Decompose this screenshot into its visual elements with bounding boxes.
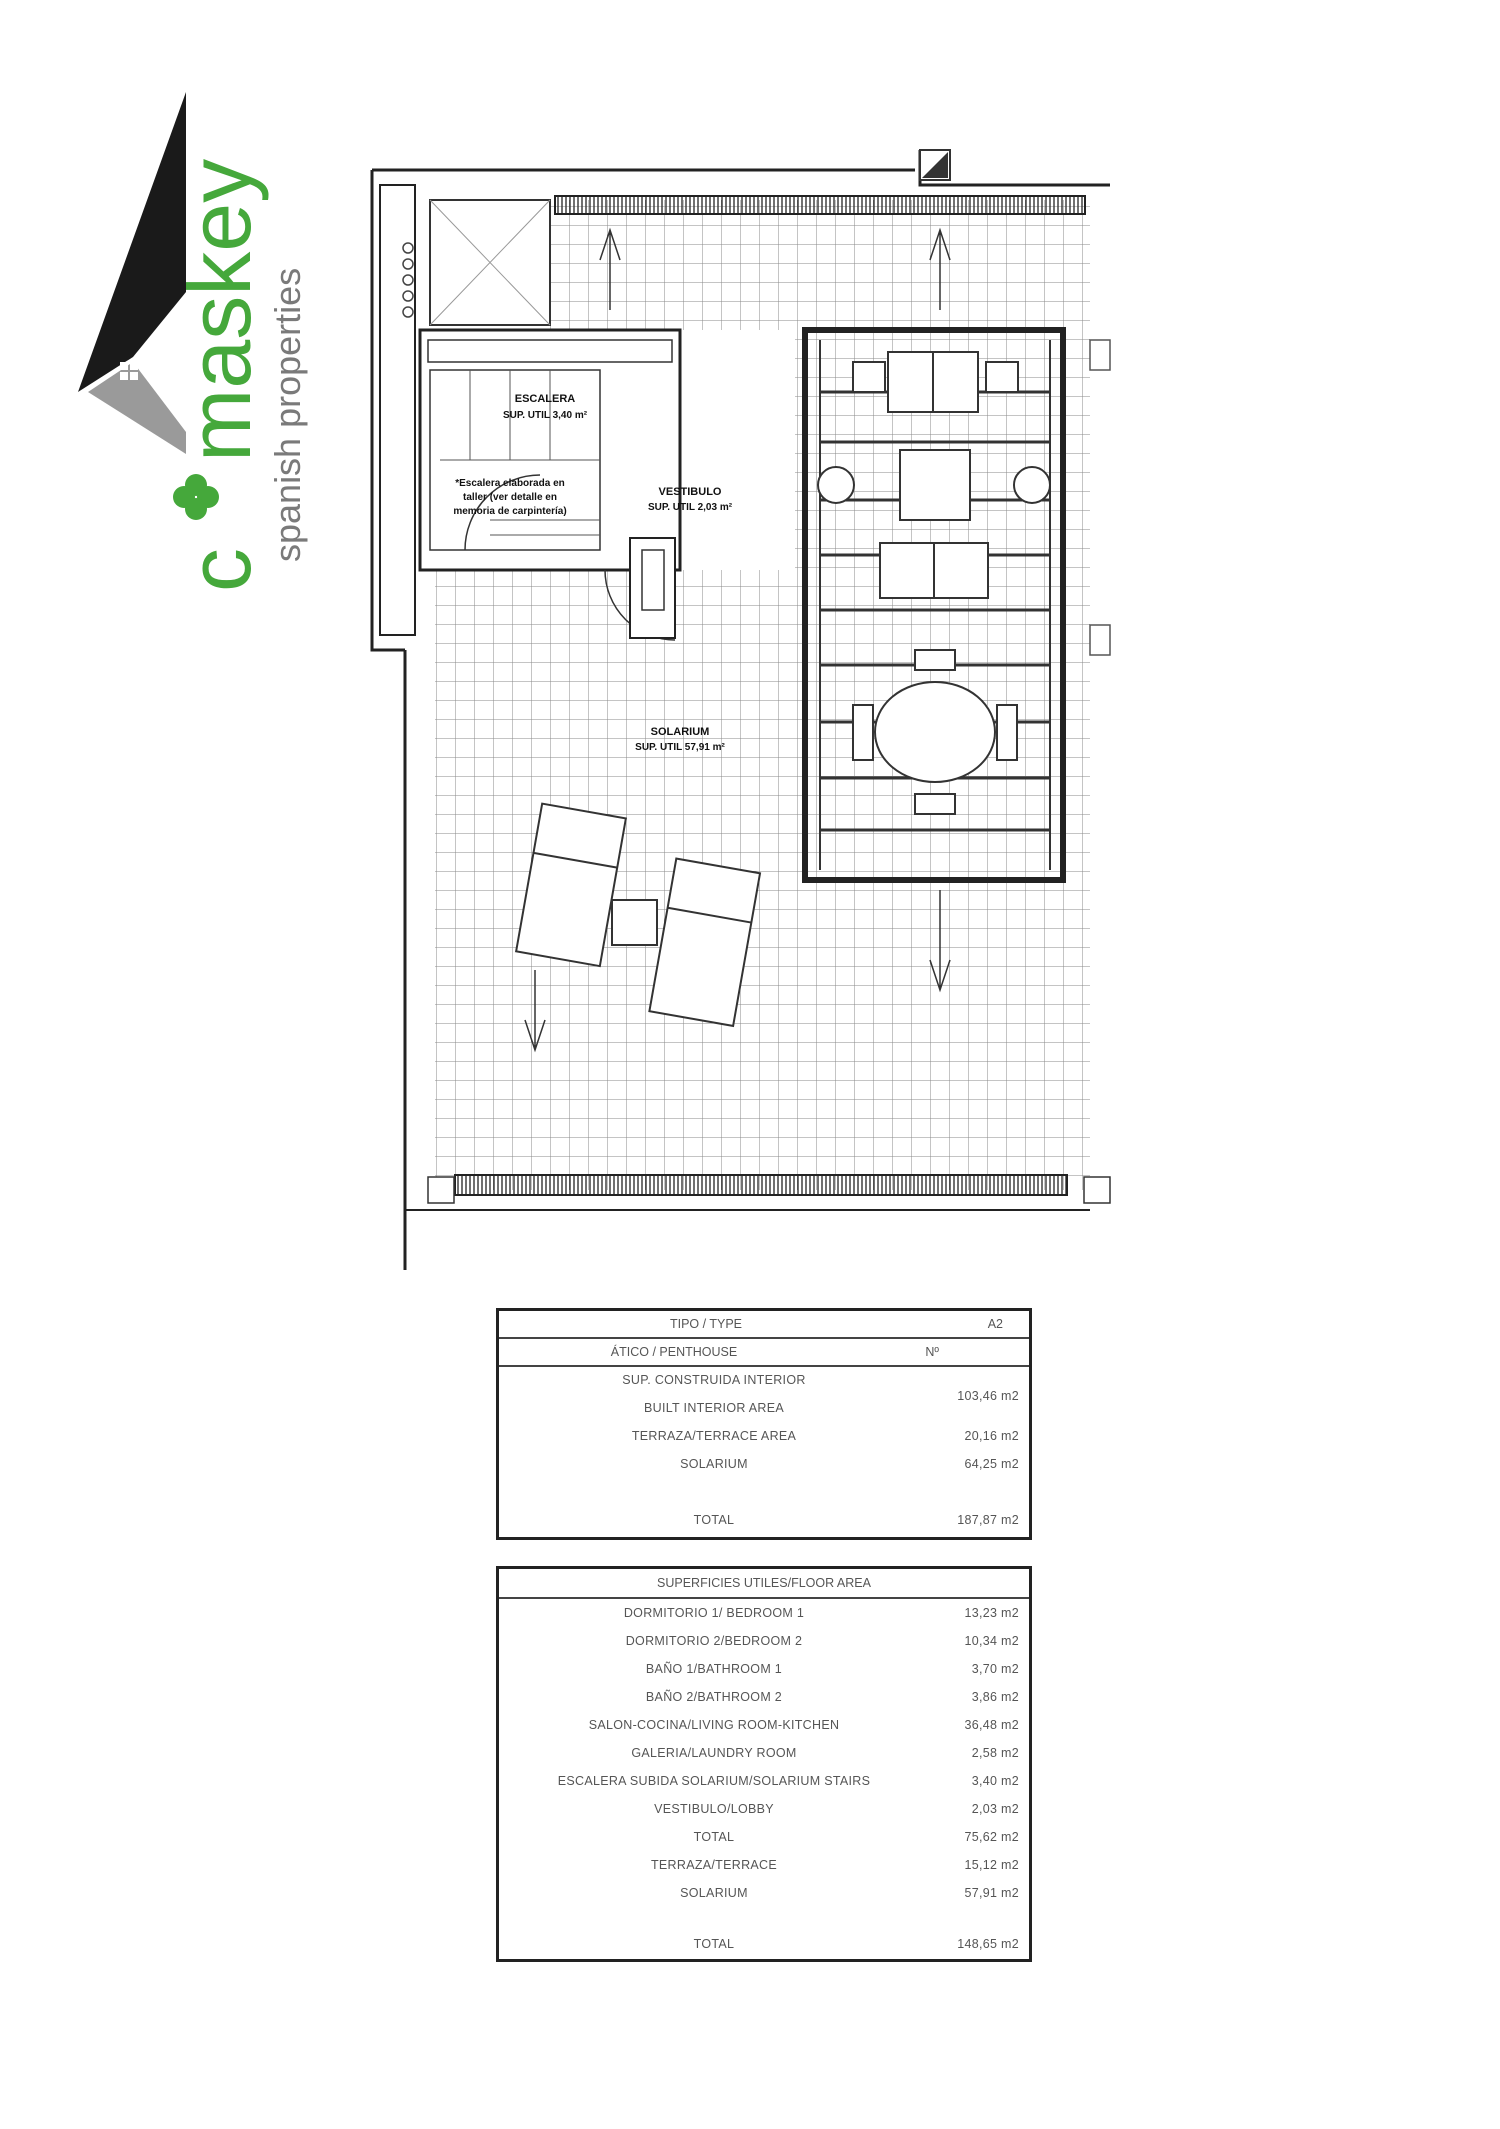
row-value: 57,91 m2 — [964, 1886, 1019, 1900]
top-balustrade — [555, 196, 1085, 214]
row-value: 15,12 m2 — [964, 1858, 1019, 1872]
floor-area-header: SUPERFICIES UTILES/FLOOR AREA — [499, 1569, 1029, 1599]
table-row — [499, 1627, 1029, 1655]
table-row — [499, 1851, 1029, 1879]
atico-label: ÁTICO / PENTHOUSE — [610, 1345, 738, 1359]
floor-area-table — [496, 1566, 1032, 1962]
clover-icon — [173, 474, 219, 520]
table-row — [499, 1795, 1029, 1823]
table-row — [499, 1767, 1029, 1795]
row-label: TOTAL — [693, 1830, 735, 1844]
table-row — [499, 1655, 1029, 1683]
row-value: 2,03 m2 — [971, 1802, 1019, 1816]
row-value: 3,70 m2 — [971, 1662, 1019, 1676]
company-logo — [78, 92, 308, 612]
row-label: BAÑO 2/BATHROOM 2 — [645, 1690, 783, 1704]
table-row — [499, 1879, 1029, 1907]
row-value: 10,34 m2 — [964, 1634, 1019, 1648]
table-total-row: TOTAL 148,65 m2 — [693, 1937, 1019, 1951]
solarium-title: SOLARIUM — [650, 726, 710, 738]
type-row — [499, 1311, 1029, 1339]
row-value: 75,62 m2 — [964, 1830, 1019, 1844]
row-value: 3,40 m2 — [971, 1774, 1019, 1788]
row-value: 36,48 m2 — [964, 1718, 1019, 1732]
brand-c: c — [170, 548, 269, 592]
escalera-title: ESCALERA — [514, 393, 576, 405]
vestibulo-title: VESTIBULO — [658, 486, 722, 498]
floor-area-rows — [499, 1599, 1029, 1907]
row-label: TERRAZA/TERRACE — [650, 1858, 778, 1872]
row-label: DORMITORIO 2/BEDROOM 2 — [625, 1634, 803, 1648]
table-row — [499, 1683, 1029, 1711]
tipo-value: A2 — [987, 1317, 1003, 1331]
table-row — [499, 1739, 1029, 1767]
row-label: DORMITORIO 1/ BEDROOM 1 — [623, 1606, 805, 1620]
row-label: GALERIA/LAUNDRY ROOM — [631, 1746, 797, 1760]
table-row: SOLARIUM 64,25 m2 — [680, 1457, 1019, 1471]
table-row: BUILT INTERIOR AREA 103,46 m2 — [644, 1389, 1019, 1415]
row-value: 3,86 m2 — [971, 1690, 1019, 1704]
row-label: BAÑO 1/BATHROOM 1 — [645, 1662, 783, 1676]
table-row — [499, 1823, 1029, 1851]
penthouse-row — [499, 1339, 1029, 1367]
row-label: SALON-COCINA/LIVING ROOM-KITCHEN — [588, 1718, 840, 1732]
brand-name: maskey — [170, 158, 269, 462]
escalera-note-1: *Escalera elaborada en — [455, 478, 565, 489]
escalera-area: SUP. UTIL 3,40 m² — [502, 410, 588, 421]
tipo-label: TIPO / TYPE — [669, 1317, 742, 1331]
row-value: 13,23 m2 — [964, 1606, 1019, 1620]
upper-terrace-floor — [550, 200, 1090, 330]
escalera-note-3: memoria de carpintería) — [453, 506, 567, 517]
bottom-balustrade — [455, 1175, 1067, 1195]
row-label: VESTIBULO/LOBBY — [654, 1802, 774, 1816]
row-label: SOLARIUM — [680, 1886, 748, 1900]
floor-plan — [360, 130, 1120, 1280]
table-row: SUP. CONSTRUIDA INTERIOR — [622, 1373, 806, 1387]
type-table — [496, 1308, 1032, 1540]
table-total-row: TOTAL 187,87 m2 — [693, 1513, 1019, 1527]
vestibulo-area: SUP. UTIL 2,03 m² — [647, 502, 733, 513]
atico-number: Nº — [925, 1345, 939, 1359]
table-row — [499, 1599, 1029, 1627]
escalera-note-2: taller (ver detalle en — [463, 492, 557, 503]
brand-tagline: spanish properties — [267, 267, 308, 562]
row-label: ESCALERA SUBIDA SOLARIUM/SOLARIUM STAIRS — [557, 1774, 871, 1788]
table-row: TERRAZA/TERRACE AREA 20,16 m2 — [631, 1429, 1019, 1443]
table-row — [499, 1711, 1029, 1739]
solarium-area: SUP. UTIL 57,91 m² — [635, 742, 725, 753]
row-value: 2,58 m2 — [971, 1746, 1019, 1760]
